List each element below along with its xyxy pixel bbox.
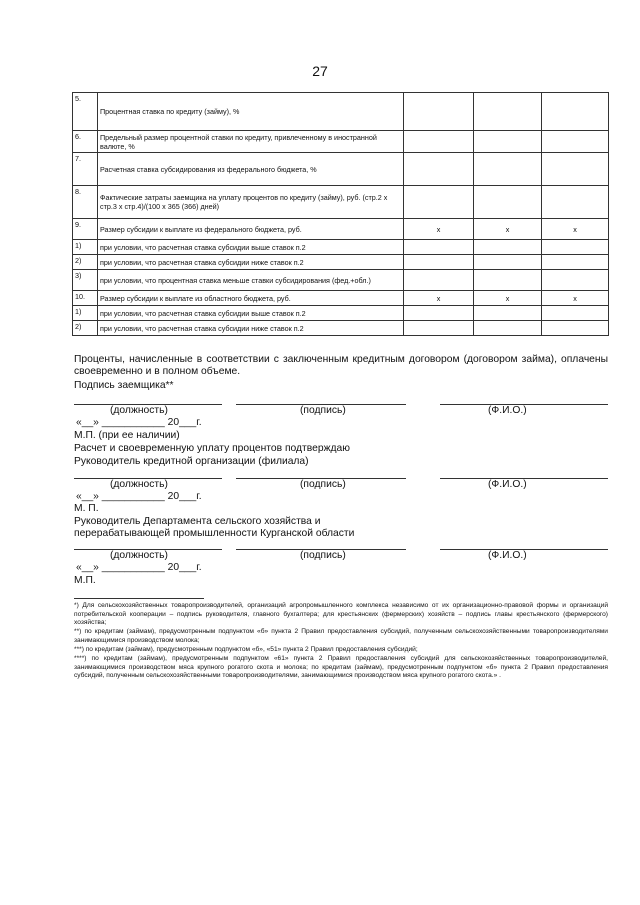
footnote-separator bbox=[74, 598, 204, 599]
fio-caption: (Ф.И.О.) bbox=[488, 479, 527, 490]
value-cell bbox=[542, 270, 609, 291]
footnote: ***) по кредитам (займам), предусмотренным подпунктом «б», «51» пункта 2 Правил предоставления субсидий; bbox=[74, 646, 418, 653]
value-cell bbox=[474, 131, 542, 153]
row-number: 10. bbox=[73, 291, 98, 306]
row-number: 5. bbox=[73, 93, 98, 131]
stamp-label: М.П. bbox=[74, 575, 96, 586]
value-cell bbox=[474, 306, 542, 321]
date-line: «__» ___________ 20___г. bbox=[76, 562, 202, 573]
table-row bbox=[73, 186, 609, 219]
row-number: 3) bbox=[73, 270, 98, 291]
value-cell bbox=[542, 321, 609, 336]
footnote: **) по кредитам (займам), предусмотренным подпунктом «б» пункта 2 Правил предоставления субсидий, полученным сельскохозяйственными товаропроизводителями занимающимися производством молока; bbox=[74, 628, 608, 644]
payment-statement: Проценты, начисленные в соответствии с заключенным кредитным договором (договором займа), оплачены своевременно и в полном объеме. bbox=[74, 354, 608, 377]
row-label: при условии, что расчетная ставка субсидии выше ставок п.2 bbox=[98, 240, 404, 255]
row-label: при условии, что процентная ставка меньше ставки субсидирования (фед.+обл.) bbox=[98, 270, 404, 291]
row-number: 1) bbox=[73, 240, 98, 255]
table-row bbox=[73, 93, 609, 131]
row-label: Фактические затраты заемщика на уплату процентов по кредиту (займу), руб. (стр.2 х стр.3 х стр.4)/(100 х 365 (366) дней) bbox=[98, 186, 404, 219]
signature-caption: (подпись) bbox=[300, 550, 346, 561]
table-row bbox=[73, 240, 609, 255]
value-cell bbox=[404, 240, 474, 255]
value-cell: x bbox=[404, 219, 474, 240]
table-row bbox=[73, 270, 609, 291]
date-line: «__» ___________ 20___г. bbox=[76, 417, 202, 428]
stamp-note: М.П. (при ее наличии) bbox=[74, 430, 180, 441]
row-label: Размер субсидии к выплате из областного бюджета, руб. bbox=[98, 291, 404, 306]
row-label: Расчетная ставка субсидирования из федерального бюджета, % bbox=[98, 153, 404, 186]
fio-caption: (Ф.И.О.) bbox=[488, 550, 527, 561]
page-number: 27 bbox=[312, 63, 328, 79]
value-cell bbox=[404, 93, 474, 131]
value-cell: x bbox=[474, 291, 542, 306]
subsidy-calculation-table bbox=[72, 92, 609, 336]
row-label: при условии, что расчетная ставка субсидии ниже ставок п.2 bbox=[98, 321, 404, 336]
borrower-signature-label: Подпись заемщика** bbox=[74, 380, 174, 391]
row-number: 8. bbox=[73, 186, 98, 219]
value-cell bbox=[474, 255, 542, 270]
row-label: при условии, что расчетная ставка субсидии выше ставок п.2 bbox=[98, 306, 404, 321]
row-number: 9. bbox=[73, 219, 98, 240]
value-cell bbox=[474, 321, 542, 336]
department-head-label: Руководитель Департамента сельского хозяйства и перерабатывающей промышленности Курганской области bbox=[74, 516, 355, 539]
value-cell bbox=[474, 186, 542, 219]
position-caption: (должность) bbox=[110, 405, 168, 416]
row-label: при условии, что расчетная ставка субсидии ниже ставок п.2 bbox=[98, 255, 404, 270]
value-cell bbox=[404, 270, 474, 291]
value-cell bbox=[542, 240, 609, 255]
value-cell: x bbox=[474, 219, 542, 240]
row-number: 1) bbox=[73, 306, 98, 321]
value-cell bbox=[404, 306, 474, 321]
footnote: *) Для сельскохозяйственных товаропроизводителей, организаций агропромышленного комплекса независимо от их организационно-правовой формы и организаций потребительской кооперации – подпись руководителя, главного бухгалтера; для крестьянских (фермерских) хозяйств – подпись главы крестьянского (фермерского) хозяйства; bbox=[74, 602, 608, 627]
value-cell bbox=[542, 153, 609, 186]
value-cell bbox=[474, 93, 542, 131]
row-label: Предельный размер процентной ставки по кредиту, привлеченному в иностранной валюте, % bbox=[98, 131, 404, 153]
table-row bbox=[73, 131, 609, 153]
row-label: Размер субсидии к выплате из федерального бюджета, руб. bbox=[98, 219, 404, 240]
value-cell: x bbox=[542, 291, 609, 306]
value-cell bbox=[404, 131, 474, 153]
bank-head-label: Руководитель кредитной организации (филиала) bbox=[74, 456, 309, 467]
value-cell bbox=[474, 270, 542, 291]
footnote: ****) по кредитам (займам), предусмотренным подпунктом «61» пункта 2 Правил предоставления субсидий для сельскохозяйственных товаропроизводителей, занимающимися производством мяса крупного рогатого скота и молока; по кредитам (займам), предусмотренным подпунктом «б» пункта 2 Правил предоставления субсидий, полученным сельскохозяйственными товаропроизводителями, занимающимися производством мяса крупного рогатого скота.» . bbox=[74, 655, 608, 680]
value-cell bbox=[542, 255, 609, 270]
value-cell: x bbox=[542, 219, 609, 240]
value-cell bbox=[474, 153, 542, 186]
position-caption: (должность) bbox=[110, 479, 168, 490]
value-cell bbox=[404, 153, 474, 186]
row-label: Процентная ставка по кредиту (займу), % bbox=[98, 93, 404, 131]
signature-caption: (подпись) bbox=[300, 479, 346, 490]
value-cell bbox=[404, 321, 474, 336]
row-number: 2) bbox=[73, 255, 98, 270]
row-number: 6. bbox=[73, 131, 98, 153]
stamp-label: М. П. bbox=[74, 503, 99, 514]
fio-caption: (Ф.И.О.) bbox=[488, 405, 527, 416]
table-row bbox=[73, 255, 609, 270]
row-number: 7. bbox=[73, 153, 98, 186]
table-row bbox=[73, 219, 609, 240]
row-number: 2) bbox=[73, 321, 98, 336]
value-cell: x bbox=[404, 291, 474, 306]
value-cell bbox=[542, 93, 609, 131]
value-cell bbox=[404, 186, 474, 219]
table-row bbox=[73, 153, 609, 186]
value-cell bbox=[542, 306, 609, 321]
position-caption: (должность) bbox=[110, 550, 168, 561]
date-line: «__» ___________ 20___г. bbox=[76, 491, 202, 502]
value-cell bbox=[404, 255, 474, 270]
table-row bbox=[73, 306, 609, 321]
table-row bbox=[73, 291, 609, 306]
value-cell bbox=[542, 186, 609, 219]
confirm-text: Расчет и своевременную уплату процентов подтверждаю bbox=[74, 443, 350, 454]
value-cell bbox=[474, 240, 542, 255]
table-row bbox=[73, 321, 609, 336]
value-cell bbox=[542, 131, 609, 153]
signature-caption: (подпись) bbox=[300, 405, 346, 416]
